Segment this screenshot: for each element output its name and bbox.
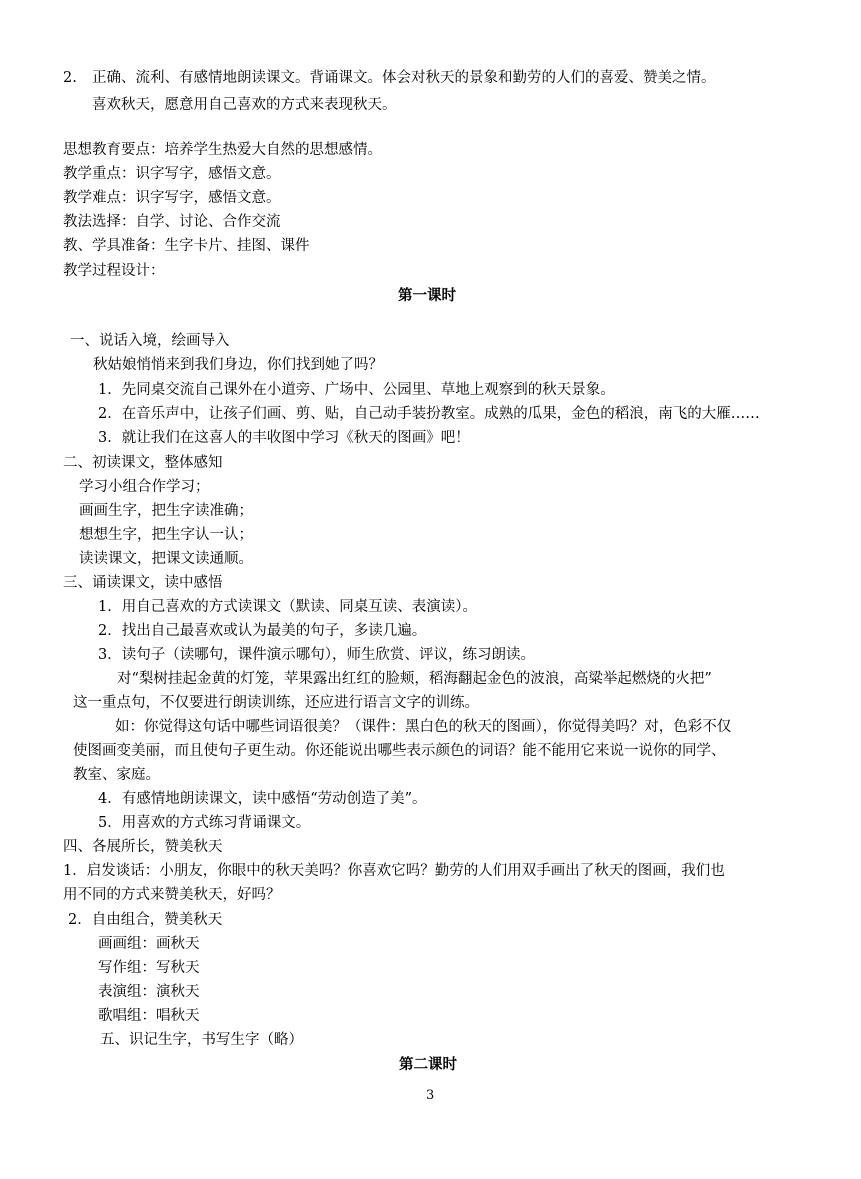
- teaching-difficulty: 教学难点：识字写字，感悟文意。: [63, 190, 281, 206]
- group-performing: 表演组：演秋天: [98, 984, 200, 1000]
- lesson-1-title: 第一课时: [398, 288, 456, 304]
- section-3-item-5: 5．用喜欢的方式练习背诵课文。: [98, 815, 311, 831]
- section-3-item-3: 3．读句子（读哪句，课件演示哪句），师生欣赏、评议，练习朗读。: [98, 647, 535, 663]
- teaching-key-point: 教学重点：识字写字，感悟文意。: [63, 166, 281, 182]
- section-2-line-2: 画画生字，把生字读准确；: [79, 503, 253, 519]
- section-4-item-1-line-1: 1．启发谈话：小朋友，你眼中的秋天美吗？你喜欢它吗？勤劳的人们用双手画出了秋天的图画，我们也: [63, 863, 725, 879]
- objective-line-1: 正确、流利、有感情地朗读课文。背诵课文。体会对秋天的景象和勤劳的人们的喜爱、赞美之情。: [92, 70, 716, 86]
- objective-line-2: 喜欢秋天，愿意用自己喜欢的方式来表现秋天。: [92, 97, 397, 113]
- group-painting: 画画组：画秋天: [98, 936, 200, 952]
- section-1-item-2: 2．在音乐声中，让孩子们画、剪、贴，自己动手装扮教室。成熟的瓜果，金色的稻浪，南飞的大雁……: [98, 406, 760, 422]
- section-3-item-1: 1．用自己喜欢的方式读课文（默读、同桌互读、表演读）。: [98, 599, 477, 615]
- section-5-heading: 五、识记生字，书写生字（略）: [100, 1032, 303, 1048]
- group-singing: 歌唱组：唱秋天: [98, 1008, 200, 1024]
- quote-line-2: 这一重点句，不仅要进行朗读训练，还应进行语言文字的训练。: [73, 695, 479, 711]
- teaching-materials: 教、学具准备：生字卡片、挂图、课件: [63, 238, 310, 254]
- section-2-heading: 二、初读课文，整体感知: [63, 455, 223, 471]
- teaching-method: 教法选择：自学、讨论、合作交流: [63, 214, 281, 230]
- section-1-item-3: 3．就让我们在这喜人的丰收图中学习《秋天的图画》吧！: [98, 430, 470, 446]
- section-2-line-4: 读读课文，把课文读通顺。: [79, 551, 253, 567]
- objective-number: 2.: [63, 70, 77, 86]
- example-line-1: 如：你觉得这句话中哪些词语很美？（课件：黑白色的秋天的图画），你觉得美吗？对，色彩不仅: [115, 719, 732, 735]
- section-3-heading: 三、诵读课文，读中感悟: [63, 575, 223, 591]
- moral-education-point: 思想教育要点：培养学生热爱大自然的思想感情。: [63, 142, 382, 158]
- section-4-heading: 四、各展所长，赞美秋天: [63, 839, 223, 855]
- page-number: 3: [426, 1088, 435, 1103]
- section-2-line-3: 想想生字，把生字认一认；: [79, 527, 253, 543]
- section-3-item-4: 4．有感情地朗读课文，读中感悟“劳动创造了美”。: [98, 791, 427, 807]
- section-4-item-2: 2．自由组合，赞美秋天: [68, 912, 223, 928]
- lesson-2-title: 第二课时: [399, 1057, 457, 1073]
- section-1-heading: 一、说话入境，绘画导入: [70, 333, 230, 349]
- section-4-item-1-line-2: 用不同的方式来赞美秋天，好吗？: [63, 887, 281, 903]
- teaching-process-label: 教学过程设计：: [63, 263, 165, 279]
- section-1-item-1: 1．先同桌交流自己课外在小道旁、广场中、公园里、草地上观察到的秋天景象。: [98, 382, 615, 398]
- section-2-line-1: 学习小组合作学习；: [79, 479, 210, 495]
- example-line-2: 使图画变美丽，而且使句子更生动。你还能说出哪些表示颜色的词语？能不能用它来说一说你的同学、: [73, 743, 726, 759]
- group-writing: 写作组：写秋天: [98, 960, 200, 976]
- quote-line-1: 对“梨树挂起金黄的灯笼，苹果露出红红的脸颊，稻海翻起金色的波浪，高粱举起燃烧的火把”: [117, 671, 712, 687]
- section-3-item-2: 2．找出自己最喜欢或认为最美的句子，多读几遍。: [98, 623, 427, 639]
- example-line-3: 教室、家庭。: [73, 767, 160, 783]
- section-1-intro: 秋姑娘悄悄来到我们身边，你们找到她了吗？: [93, 357, 383, 373]
